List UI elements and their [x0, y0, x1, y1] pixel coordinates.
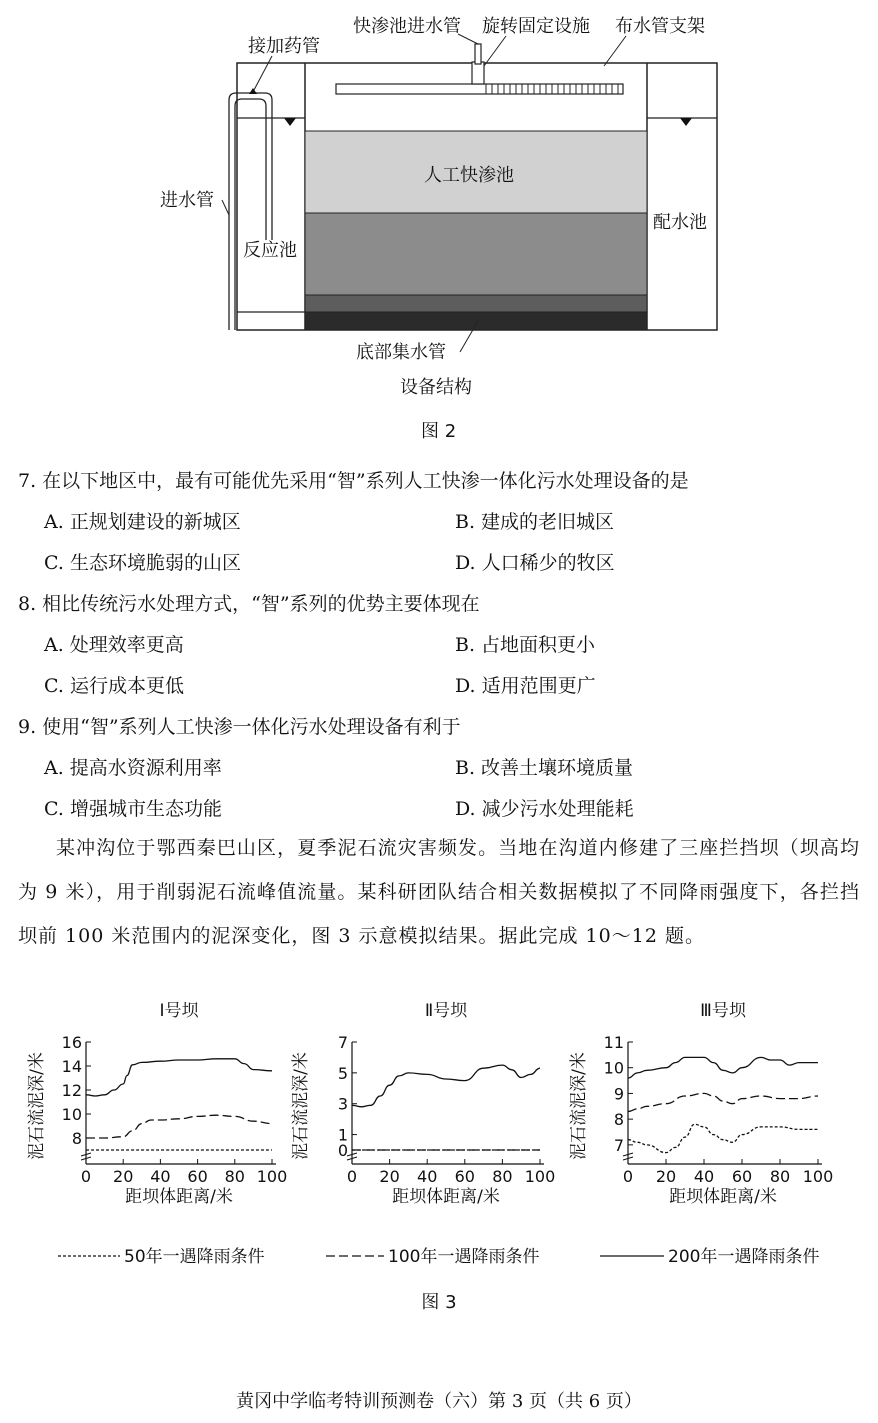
question-9-option-d[interactable]: D. 减少污水处理能耗: [455, 798, 634, 820]
chart-3-xtick-label: 60: [731, 1167, 753, 1186]
rapid-inlet-pipe: [475, 44, 481, 64]
chart-3-xtick-label: 80: [769, 1167, 791, 1186]
chart-2-xtick-label: 100: [524, 1167, 556, 1186]
chart-2-ytick-label: 3: [337, 1094, 348, 1114]
layer-bottom-collector: [305, 312, 647, 330]
chart-3-xtick-label: 20: [655, 1167, 677, 1186]
chart-3-title: Ⅲ号坝: [700, 1001, 746, 1021]
legend-label: 50年一遇降雨条件: [124, 1247, 265, 1267]
legend-label: 100年一遇降雨条件: [388, 1247, 540, 1267]
chart-2-title: Ⅱ号坝: [424, 1001, 468, 1021]
layer-medium: [305, 213, 647, 295]
layer-dark: [305, 295, 647, 312]
chart-1-ytick-label: 14: [61, 1057, 82, 1076]
question-7-stem: 7. 在以下地区中，最有可能优先采用“智”系列人工快渗一体化污水处理设备的是: [18, 470, 689, 492]
chart-2-xtick-label: 80: [492, 1167, 513, 1186]
chart-2-ytick-label: 5: [337, 1063, 348, 1083]
chart-1-xlabel: 距坝体距离/米: [125, 1187, 233, 1207]
chart-3-ytick-label: 10: [603, 1058, 624, 1078]
question-9-option-a[interactable]: A. 提高水资源利用率: [44, 757, 222, 779]
chart-2-xtick-label: 0: [346, 1167, 358, 1186]
question-9-option-c[interactable]: C. 增强城市生态功能: [44, 798, 222, 820]
mudflow-depth-charts: [0, 990, 878, 1320]
chart-2-ytick-label: 0: [337, 1141, 348, 1160]
chart-2-xlabel: 距坝体距离/米: [392, 1187, 500, 1207]
passage: [18, 826, 860, 958]
chart-3-series-line: [628, 1057, 818, 1078]
question-8-option-a[interactable]: A. 处理效率更高: [44, 634, 184, 656]
chart-1-series-line: [86, 1059, 272, 1096]
chart-1-xtick-label: 100: [256, 1167, 288, 1186]
chart-2-xtick-label: 60: [454, 1167, 475, 1186]
chart-1-ytick-label: 8: [71, 1129, 82, 1148]
question-7-option-b[interactable]: B. 建成的老旧城区: [455, 511, 615, 533]
passage-text: 某冲沟位于鄂西秦巴山区，夏季泥石流灾害频发。当地在沟道内修建了三座拦挡坝（坝高均为 9 米），用于削弱泥石流峰值流量。某科研团队结合相关数据模拟了不同降雨强度下，各拦挡坝前 100 米范围内的泥深变化，图 3 示意模拟结果。据此完成 10～12 题。: [18, 837, 860, 947]
chart-1-ylabel: 泥石流泥深/米: [27, 1052, 47, 1160]
distribution-pipe: [336, 84, 623, 94]
question-7-option-d[interactable]: D. 人口稀少的牧区: [455, 552, 615, 574]
chart-3-xtick-label: 40: [693, 1167, 715, 1186]
question-8-option-c[interactable]: C. 运行成本更低: [44, 675, 184, 697]
label-rapid-tank: 人工快渗池: [424, 165, 514, 186]
chart-1-ytick-label: 12: [61, 1081, 82, 1100]
chart-1-ytick-label: 16: [61, 1033, 82, 1052]
chart-2-ylabel: 泥石流泥深/米: [291, 1052, 311, 1160]
rotary-fixture-leader: [484, 36, 506, 66]
equipment-structure-diagram: [0, 0, 878, 440]
chart-3-ytick-label: 9: [613, 1084, 624, 1104]
rack-leader: [604, 36, 626, 66]
chart-3-ytick-label: 8: [613, 1110, 624, 1130]
figure3-caption: 图 3: [421, 1292, 457, 1313]
chart-2-xtick-label: 40: [417, 1167, 438, 1186]
label-reaction-tank: 反应池: [243, 240, 297, 261]
chart-3-xtick-label: 0: [622, 1167, 634, 1186]
chart-2-ytick-label: 7: [337, 1033, 348, 1052]
page-footer: 黄冈中学临考特训预测卷（六）第 3 页（共 6 页）: [236, 1391, 642, 1412]
label-bottom-collector: 底部集水管: [356, 342, 446, 363]
chart-3-xlabel: 距坝体距离/米: [669, 1187, 777, 1207]
chart-3-ytick-label: 11: [603, 1033, 624, 1052]
chart-2-series-line: [352, 1065, 540, 1107]
chart-3-ylabel: 泥石流泥深/米: [569, 1052, 589, 1160]
chart-3-xtick-label: 100: [802, 1167, 834, 1186]
figure2-caption: 图 2: [421, 421, 457, 440]
chart-1-xtick-label: 40: [150, 1167, 171, 1186]
chart-1-xtick-label: 0: [80, 1167, 92, 1186]
question-8-stem: 8. 相比传统污水处理方式，“智”系列的优势主要体现在: [18, 593, 480, 615]
label-rapid-inlet: 快渗池进水管: [353, 16, 461, 37]
chart-1-title: Ⅰ号坝: [159, 1001, 199, 1021]
chart-1-series-line: [86, 1115, 272, 1138]
chart-3-series-line: [628, 1124, 818, 1152]
question-8-option-d[interactable]: D. 适用范围更广: [455, 675, 596, 697]
question-7-option-a[interactable]: A. 正规划建设的新城区: [44, 511, 241, 533]
chart-1-xtick-label: 20: [113, 1167, 134, 1186]
chart-1-xtick-label: 60: [187, 1167, 208, 1186]
label-distribution-rack: 布水管支架: [615, 16, 705, 37]
figure2-subtitle: 设备结构: [400, 377, 472, 398]
label-dosing-pipe: 接加药管: [248, 36, 320, 57]
label-inlet-pipe: 进水管: [160, 190, 214, 211]
question-9-option-b[interactable]: B. 改善土壤环境质量: [455, 757, 634, 779]
question-7-option-c[interactable]: C. 生态环境脆弱的山区: [44, 552, 241, 574]
question-9-stem: 9. 使用“智”系列人工快渗一体化污水处理设备有利于: [18, 716, 461, 738]
chart-2-ytick-label: 1: [337, 1125, 348, 1145]
chart-3-series-line: [628, 1093, 818, 1111]
inlet-pipe-leader: [222, 200, 229, 215]
question-8-option-b[interactable]: B. 占地面积更小: [455, 634, 596, 656]
label-distribution-tank: 配水池: [653, 212, 707, 233]
legend-label: 200年一遇降雨条件: [668, 1247, 820, 1267]
chart-2-xtick-label: 20: [379, 1167, 400, 1186]
chart-1-xtick-label: 80: [224, 1167, 245, 1186]
rotary-fixture: [472, 62, 484, 84]
label-rotary-fixture: 旋转固定设施: [482, 16, 590, 37]
chart-3-ytick-label: 7: [613, 1135, 624, 1155]
chart-1-ytick-label: 10: [61, 1105, 82, 1124]
rapid-inlet-leader: [458, 34, 478, 44]
